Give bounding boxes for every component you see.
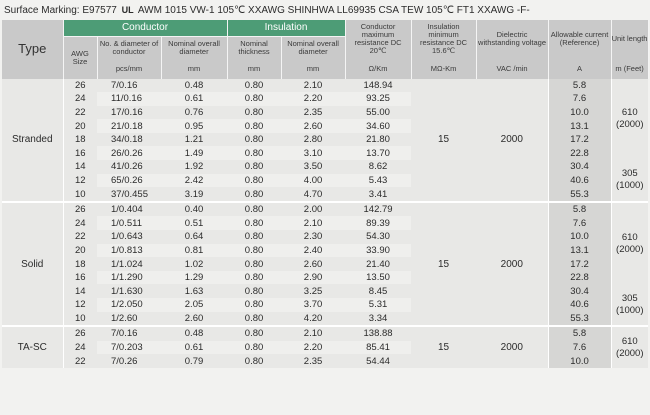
table-body — [2, 79, 648, 368]
conductor-diameter-cell: 1.92 — [161, 160, 227, 174]
insulation-diameter-cell: 2.35 — [281, 354, 345, 368]
unit-length-cell: 305 (1000) — [611, 160, 648, 202]
cable-type-cell: Solid — [2, 202, 63, 326]
conductor-cell: 17/0.16 — [97, 106, 161, 120]
insulation-thickness-cell: 0.80 — [227, 244, 281, 258]
conductor-cell: 21/0.18 — [97, 119, 161, 133]
resistance-cell: 13.50 — [345, 271, 411, 285]
conductor-diameter-cell: 0.76 — [161, 106, 227, 120]
marking-text: AWM 1015 VW-1 105℃ XXAWG SHINHWA LL69935 CSA TEW 105℃ FT1 XXAWG -F- — [137, 5, 530, 16]
insulation-thickness-cell: 0.80 — [227, 174, 281, 188]
unit-insulation-resistance: MΩ-Km — [411, 59, 476, 79]
awg-cell: 16 — [63, 271, 97, 285]
table-row — [2, 133, 648, 147]
insulation-diameter-cell: 2.10 — [281, 216, 345, 230]
table-row — [2, 106, 648, 120]
insulation-diameter-cell: 2.90 — [281, 271, 345, 285]
insulation-thickness-cell: 0.80 — [227, 202, 281, 217]
table-row — [2, 326, 648, 341]
insulation-thickness-cell: 0.80 — [227, 326, 281, 341]
table-row — [2, 230, 648, 244]
allowable-current-cell: 13.1 — [548, 244, 611, 258]
insulation-thickness-cell: 0.80 — [227, 354, 281, 368]
awg-cell: 14 — [63, 284, 97, 298]
awg-cell: 14 — [63, 160, 97, 174]
table-row — [2, 202, 648, 217]
dielectric-voltage-cell: 2000 — [476, 202, 548, 326]
allowable-current-cell: 22.8 — [548, 271, 611, 285]
header-insulation-thickness: Nominal thickness — [227, 37, 281, 59]
insulation-diameter-cell: 2.20 — [281, 341, 345, 355]
awg-cell: 18 — [63, 257, 97, 271]
insulation-thickness-cell: 0.80 — [227, 271, 281, 285]
conductor-diameter-cell: 0.61 — [161, 341, 227, 355]
allowable-current-cell: 22.8 — [548, 146, 611, 160]
header-conductor-diameter: Nominal overall diameter — [161, 37, 227, 59]
conductor-cell: 7/0.203 — [97, 341, 161, 355]
table-row — [2, 216, 648, 230]
ul-recognized-mark: UL — [121, 5, 134, 15]
conductor-diameter-cell: 1.02 — [161, 257, 227, 271]
insulation-diameter-cell: 2.10 — [281, 326, 345, 341]
cable-type-cell: TA-SC — [2, 326, 63, 368]
header-unit-length: Unit length — [611, 20, 648, 59]
awg-cell: 10 — [63, 187, 97, 202]
insulation-diameter-cell: 2.40 — [281, 244, 345, 258]
resistance-cell: 148.94 — [345, 79, 411, 93]
conductor-cell: 7/0.16 — [97, 79, 161, 93]
header-insulation-diameter: Nominal overall diameter — [281, 37, 345, 59]
allowable-current-cell: 17.2 — [548, 257, 611, 271]
unit-current: A — [548, 59, 611, 79]
insulation-thickness-cell: 0.80 — [227, 230, 281, 244]
insulation-diameter-cell: 3.10 — [281, 146, 345, 160]
resistance-cell: 138.88 — [345, 326, 411, 341]
conductor-diameter-cell: 0.40 — [161, 202, 227, 217]
resistance-cell: 142.79 — [345, 202, 411, 217]
awg-cell: 22 — [63, 354, 97, 368]
conductor-cell: 7/0.16 — [97, 326, 161, 341]
resistance-cell: 93.25 — [345, 92, 411, 106]
conductor-cell: 41/0.26 — [97, 160, 161, 174]
awg-cell: 16 — [63, 146, 97, 160]
conductor-cell: 1/1.290 — [97, 271, 161, 285]
header-resistance: Conductor maximum resistance DC 20℃ — [345, 20, 411, 59]
conductor-cell: 37/0.455 — [97, 187, 161, 202]
header-conductor-number: No. & diameter of conductor — [97, 37, 161, 59]
insulation-thickness-cell: 0.80 — [227, 312, 281, 327]
allowable-current-cell: 30.4 — [548, 160, 611, 174]
table-row — [2, 146, 648, 160]
insulation-thickness-cell: 0.80 — [227, 133, 281, 147]
awg-cell: 26 — [63, 79, 97, 93]
insulation-diameter-cell: 2.20 — [281, 92, 345, 106]
table-row — [2, 79, 648, 93]
conductor-diameter-cell: 1.49 — [161, 146, 227, 160]
allowable-current-cell: 13.1 — [548, 119, 611, 133]
awg-cell: 10 — [63, 312, 97, 327]
unit-insulation-diameter: mm — [281, 59, 345, 79]
header-conductor: Conductor — [63, 20, 227, 37]
dielectric-voltage-cell: 2000 — [476, 79, 548, 202]
conductor-cell: 1/0.404 — [97, 202, 161, 217]
insulation-resistance-cell: 15 — [411, 79, 476, 202]
insulation-thickness-cell: 0.80 — [227, 79, 281, 93]
insulation-thickness-cell: 0.80 — [227, 216, 281, 230]
resistance-cell: 89.39 — [345, 216, 411, 230]
conductor-cell: 26/0.26 — [97, 146, 161, 160]
insulation-thickness-cell: 0.80 — [227, 119, 281, 133]
conductor-diameter-cell: 1.29 — [161, 271, 227, 285]
insulation-diameter-cell: 2.80 — [281, 133, 345, 147]
allowable-current-cell: 30.4 — [548, 284, 611, 298]
table-row — [2, 160, 648, 174]
resistance-cell: 5.43 — [345, 174, 411, 188]
awg-cell: 24 — [63, 92, 97, 106]
conductor-diameter-cell: 0.64 — [161, 230, 227, 244]
conductor-diameter-cell: 0.51 — [161, 216, 227, 230]
table-row — [2, 284, 648, 298]
table-row — [2, 187, 648, 202]
insulation-thickness-cell: 0.80 — [227, 284, 281, 298]
resistance-cell: 54.44 — [345, 354, 411, 368]
allowable-current-cell: 7.6 — [548, 341, 611, 355]
insulation-diameter-cell: 3.50 — [281, 160, 345, 174]
cable-type-cell: Stranded — [2, 79, 63, 202]
allowable-current-cell: 55.3 — [548, 187, 611, 202]
insulation-diameter-cell: 2.00 — [281, 202, 345, 217]
conductor-diameter-cell: 1.21 — [161, 133, 227, 147]
table-header — [2, 20, 648, 79]
conductor-cell: 1/0.643 — [97, 230, 161, 244]
awg-cell: 12 — [63, 174, 97, 188]
unit-conductor-number: pcs/mm — [97, 59, 161, 79]
allowable-current-cell: 55.3 — [548, 312, 611, 327]
awg-cell: 24 — [63, 216, 97, 230]
insulation-diameter-cell: 4.00 — [281, 174, 345, 188]
conductor-diameter-cell: 1.63 — [161, 284, 227, 298]
resistance-cell: 85.41 — [345, 341, 411, 355]
awg-cell: 26 — [63, 326, 97, 341]
unit-length-cell: 610 (2000) — [611, 202, 648, 285]
header-insulation-resistance: Insulation minimum resistance DC 15.6℃ — [411, 20, 476, 59]
table-row — [2, 92, 648, 106]
resistance-cell: 13.70 — [345, 146, 411, 160]
table-row — [2, 341, 648, 355]
resistance-cell: 8.62 — [345, 160, 411, 174]
insulation-thickness-cell: 0.80 — [227, 257, 281, 271]
insulation-thickness-cell: 0.80 — [227, 187, 281, 202]
conductor-cell: 1/1.024 — [97, 257, 161, 271]
insulation-diameter-cell: 2.30 — [281, 230, 345, 244]
conductor-cell: 1/2.050 — [97, 298, 161, 312]
allowable-current-cell: 5.8 — [548, 79, 611, 93]
resistance-cell: 33.90 — [345, 244, 411, 258]
insulation-thickness-cell: 0.80 — [227, 146, 281, 160]
dielectric-voltage-cell: 2000 — [476, 326, 548, 368]
table-row — [2, 354, 648, 368]
awg-cell: 18 — [63, 133, 97, 147]
insulation-diameter-cell: 2.10 — [281, 79, 345, 93]
conductor-cell: 11/0.16 — [97, 92, 161, 106]
conductor-cell: 1/2.60 — [97, 312, 161, 327]
allowable-current-cell: 10.0 — [548, 230, 611, 244]
resistance-cell: 3.34 — [345, 312, 411, 327]
allowable-current-cell: 5.8 — [548, 202, 611, 217]
table-row — [2, 119, 648, 133]
conductor-cell: 65/0.26 — [97, 174, 161, 188]
table-row — [2, 257, 648, 271]
resistance-cell: 21.80 — [345, 133, 411, 147]
conductor-cell: 34/0.18 — [97, 133, 161, 147]
awg-cell: 20 — [63, 244, 97, 258]
resistance-cell: 34.60 — [345, 119, 411, 133]
insulation-diameter-cell: 2.35 — [281, 106, 345, 120]
resistance-cell: 3.41 — [345, 187, 411, 202]
header-awg: AWG Size — [63, 37, 97, 79]
insulation-thickness-cell: 0.80 — [227, 92, 281, 106]
table-row — [2, 312, 648, 327]
allowable-current-cell: 10.0 — [548, 106, 611, 120]
insulation-resistance-cell: 15 — [411, 326, 476, 368]
allowable-current-cell: 40.6 — [548, 298, 611, 312]
insulation-diameter-cell: 3.25 — [281, 284, 345, 298]
cable-spec-table — [2, 20, 649, 368]
conductor-diameter-cell: 0.95 — [161, 119, 227, 133]
allowable-current-cell: 40.6 — [548, 174, 611, 188]
unit-resistance: Ω/Km — [345, 59, 411, 79]
resistance-cell: 21.40 — [345, 257, 411, 271]
header-current: Allowable current (Reference) — [548, 20, 611, 59]
awg-cell: 24 — [63, 341, 97, 355]
conductor-diameter-cell: 0.48 — [161, 79, 227, 93]
insulation-resistance-cell: 15 — [411, 202, 476, 326]
header-dielectric: Dielectric withstanding voltage — [476, 20, 548, 59]
insulation-thickness-cell: 0.80 — [227, 341, 281, 355]
conductor-diameter-cell: 0.61 — [161, 92, 227, 106]
conductor-diameter-cell: 0.48 — [161, 326, 227, 341]
allowable-current-cell: 7.6 — [548, 92, 611, 106]
conductor-diameter-cell: 0.79 — [161, 354, 227, 368]
conductor-diameter-cell: 2.60 — [161, 312, 227, 327]
marking-prefix: Surface Marking: E97577 — [4, 5, 117, 16]
unit-length-cell: 610 (2000) — [611, 326, 648, 368]
surface-marking — [0, 0, 650, 20]
unit-insulation-thickness: mm — [227, 59, 281, 79]
awg-cell: 26 — [63, 202, 97, 217]
conductor-cell: 1/1.630 — [97, 284, 161, 298]
unit-conductor-diameter: mm — [161, 59, 227, 79]
resistance-cell: 5.31 — [345, 298, 411, 312]
table-row — [2, 174, 648, 188]
awg-cell: 20 — [63, 119, 97, 133]
table-row — [2, 298, 648, 312]
unit-unit-length: m (Feet) — [611, 59, 648, 79]
allowable-current-cell: 10.0 — [548, 354, 611, 368]
conductor-cell: 1/0.813 — [97, 244, 161, 258]
header-insulation: Insulation — [227, 20, 345, 37]
awg-cell: 12 — [63, 298, 97, 312]
conductor-diameter-cell: 3.19 — [161, 187, 227, 202]
awg-cell: 22 — [63, 106, 97, 120]
unit-length-cell: 305 (1000) — [611, 284, 648, 326]
insulation-thickness-cell: 0.80 — [227, 106, 281, 120]
insulation-thickness-cell: 0.80 — [227, 160, 281, 174]
resistance-cell: 8.45 — [345, 284, 411, 298]
resistance-cell: 55.00 — [345, 106, 411, 120]
insulation-diameter-cell: 2.60 — [281, 257, 345, 271]
resistance-cell: 54.30 — [345, 230, 411, 244]
table-row — [2, 244, 648, 258]
insulation-thickness-cell: 0.80 — [227, 298, 281, 312]
conductor-diameter-cell: 0.81 — [161, 244, 227, 258]
insulation-diameter-cell: 3.70 — [281, 298, 345, 312]
conductor-cell: 7/0.26 — [97, 354, 161, 368]
awg-cell: 22 — [63, 230, 97, 244]
allowable-current-cell: 7.6 — [548, 216, 611, 230]
conductor-diameter-cell: 2.42 — [161, 174, 227, 188]
insulation-diameter-cell: 2.60 — [281, 119, 345, 133]
conductor-diameter-cell: 2.05 — [161, 298, 227, 312]
allowable-current-cell: 5.8 — [548, 326, 611, 341]
unit-length-cell: 610 (2000) — [611, 79, 648, 161]
insulation-diameter-cell: 4.20 — [281, 312, 345, 327]
table-row — [2, 271, 648, 285]
unit-dielectric: VAC /min — [476, 59, 548, 79]
conductor-cell: 1/0.511 — [97, 216, 161, 230]
insulation-diameter-cell: 4.70 — [281, 187, 345, 202]
header-type: Type — [2, 20, 63, 79]
allowable-current-cell: 17.2 — [548, 133, 611, 147]
